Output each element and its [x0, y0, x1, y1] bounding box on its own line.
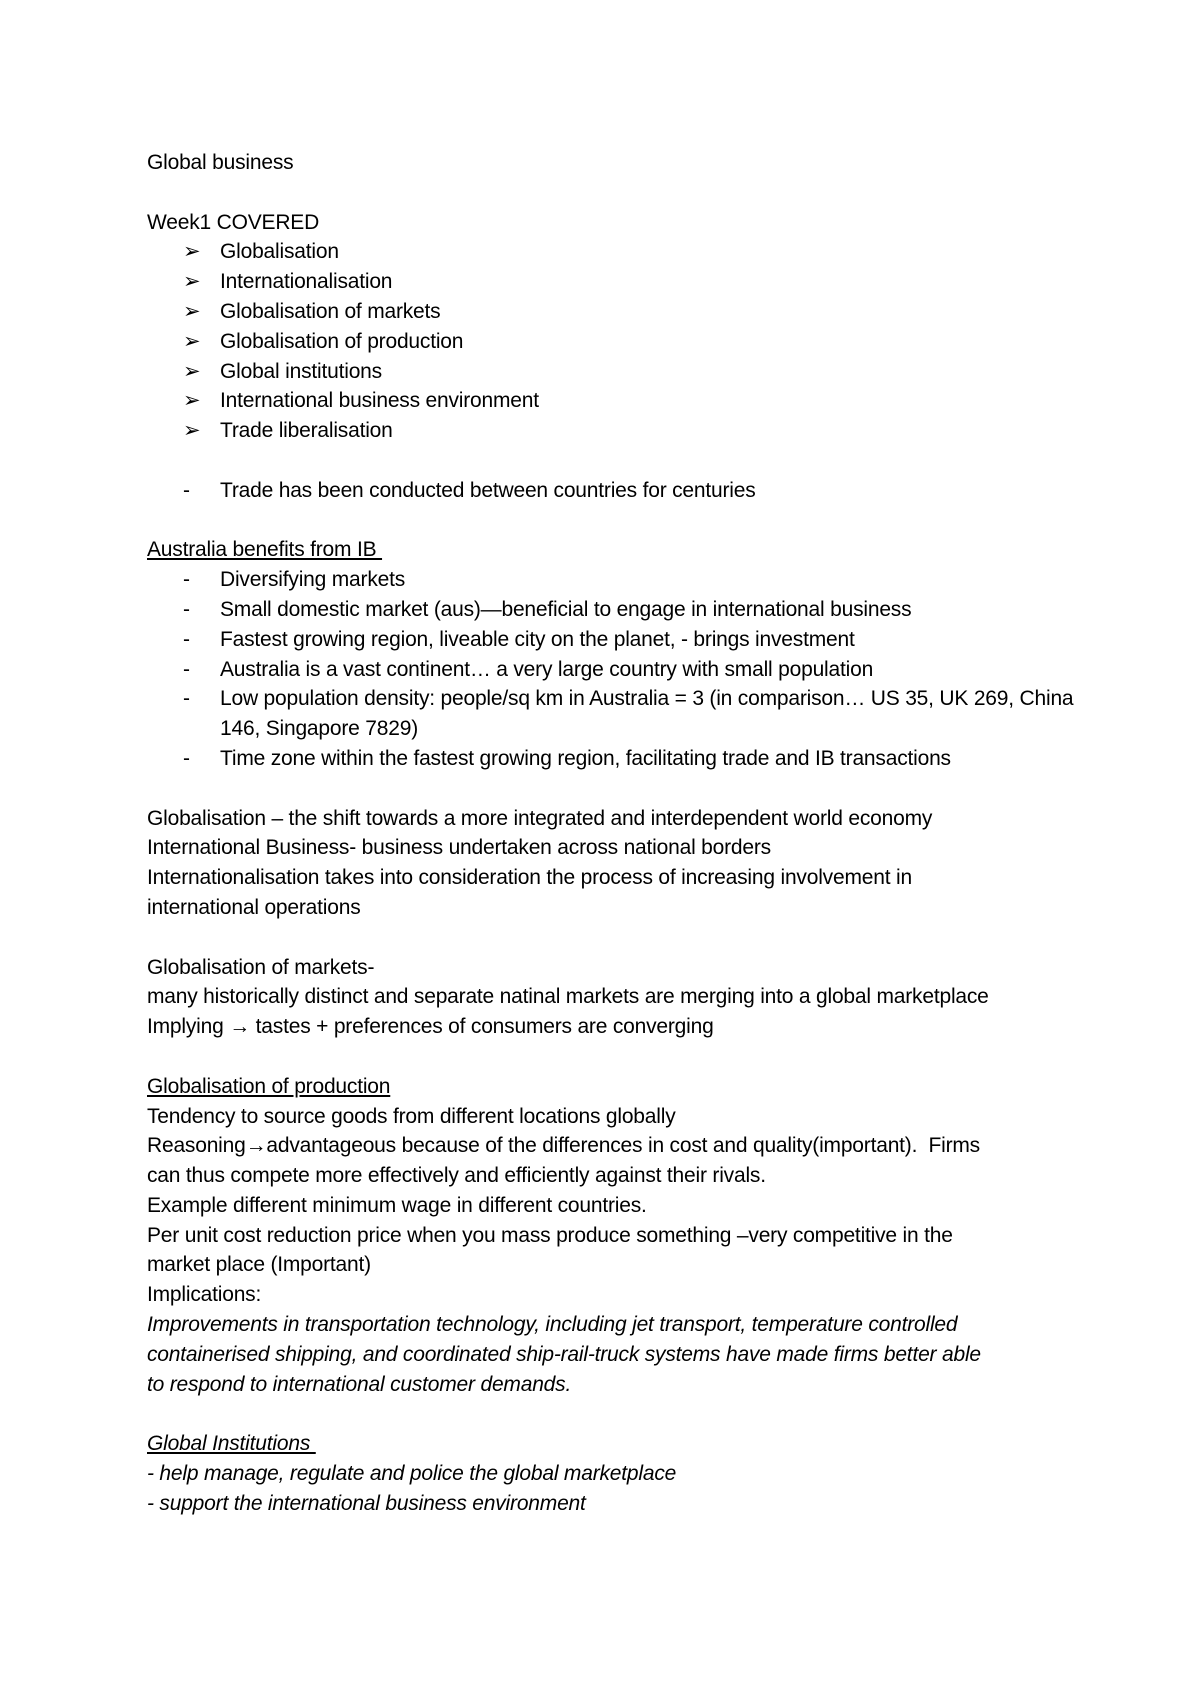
- australia-benefit-item: - Diversifying markets: [147, 565, 1147, 595]
- arrow-bullet-icon: ➢: [183, 329, 201, 353]
- document-title: Global business: [147, 151, 294, 174]
- australia-benefit-item: - Small domestic market (aus)—beneficial to engage in international business: [147, 595, 1147, 625]
- spacer: [147, 1042, 1147, 1072]
- arrow-bullet-icon: ➢: [183, 359, 201, 383]
- institutions-line: - help manage, regulate and police the global marketplace: [147, 1462, 677, 1486]
- production-line: Example different minimum wage in different countries.: [147, 1193, 647, 1217]
- dash-bullet: -: [183, 687, 190, 711]
- week-topic-item: ➢ Internationalisation: [147, 267, 1147, 297]
- production-line: market place (Important): [147, 1253, 371, 1277]
- institutions-heading: Global Institutions: [147, 1432, 316, 1456]
- dash-bullet: -: [183, 478, 190, 502]
- production-line: Tendency to source goods from different locations globally: [147, 1104, 676, 1128]
- week-topic-item: ➢ International business environment: [147, 386, 1147, 416]
- arrow-bullet-icon: ➢: [183, 299, 201, 323]
- australia-benefit-item: - Time zone within the fastest growing region, facilitating trade and IB transactions: [147, 744, 1147, 774]
- production-line: can thus compete more effectively and efficiently against their rivals.: [147, 1164, 766, 1188]
- arrow-bullet-icon: ➢: [183, 389, 201, 413]
- spacer: [147, 1399, 1147, 1429]
- australia-benefit-item: - Fastest growing region, liveable city on the planet, - brings investment: [147, 625, 1147, 655]
- trade-note: - Trade has been conducted between countries for centuries: [147, 476, 1147, 506]
- definition-line: international operations: [147, 895, 361, 919]
- dash-bullet: -: [183, 627, 190, 651]
- spacer: [147, 923, 1147, 953]
- week-topic-list: [147, 237, 1147, 446]
- dash-bullet: -: [183, 657, 190, 681]
- australia-heading: Australia benefits from IB: [147, 538, 383, 562]
- australia-benefit-list: [147, 565, 1147, 774]
- spacer: [147, 506, 1147, 536]
- dash-bullet: -: [183, 746, 190, 770]
- dash-bullet: -: [183, 568, 190, 592]
- dash-bullet: -: [183, 597, 190, 621]
- australia-benefit-item: - Australia is a vast continent… a very large country with small population: [147, 655, 1147, 685]
- production-implication-line: to respond to international customer demands.: [147, 1372, 572, 1396]
- spacer: [147, 774, 1147, 804]
- production-heading: Globalisation of production: [147, 1074, 391, 1098]
- production-line: Implications:: [147, 1283, 262, 1307]
- production-implication-line: containerised shipping, and coordinated ship-rail-truck systems have made firms better able: [147, 1342, 981, 1366]
- arrow-bullet-icon: ➢: [183, 240, 201, 264]
- week-topic-item: ➢ Global institutions: [147, 357, 1147, 387]
- markets-line: Implying → tastes + preferences of consumers are converging: [147, 1015, 714, 1039]
- markets-heading: Globalisation of markets-: [147, 955, 375, 979]
- production-line: Per unit cost reduction price when you mass produce something –very competitive in the: [147, 1223, 953, 1247]
- definition-line: Internationalisation takes into consideration the process of increasing involvement in: [147, 866, 912, 890]
- definition-line: Globalisation – the shift towards a more integrated and interdependent world economy: [147, 806, 933, 830]
- definitions-block: [147, 804, 1147, 923]
- week-heading: Week1 COVERED: [147, 210, 320, 234]
- week-topic-item: ➢ Trade liberalisation: [147, 416, 1147, 446]
- definition-line: International Business- business undertaken across national borders: [147, 836, 771, 860]
- week-topic-item: ➢ Globalisation: [147, 237, 1147, 267]
- week-topic-item: ➢ Globalisation of production: [147, 327, 1147, 357]
- markets-line: many historically distinct and separate natinal markets are merging into a global marketplace: [147, 985, 989, 1009]
- arrow-bullet-icon: ➢: [183, 270, 201, 294]
- spacer: [147, 178, 1147, 208]
- week-topic-item: ➢ Globalisation of markets: [147, 297, 1147, 327]
- document-body: [147, 148, 1147, 1519]
- australia-benefit-item: - Low population density: people/sq km in Australia = 3 (in comparison… US 35, UK 269, China 146, Singapore 7829): [147, 684, 1100, 744]
- production-line: Reasoning→advantageous because of the differences in cost and quality(important). Firms: [147, 1134, 980, 1158]
- spacer: [147, 446, 1147, 476]
- arrow-bullet-icon: ➢: [183, 419, 201, 443]
- institutions-line: - support the international business environment: [147, 1491, 586, 1515]
- production-implication-line: Improvements in transportation technology, including jet transport, temperature controlled: [147, 1313, 958, 1337]
